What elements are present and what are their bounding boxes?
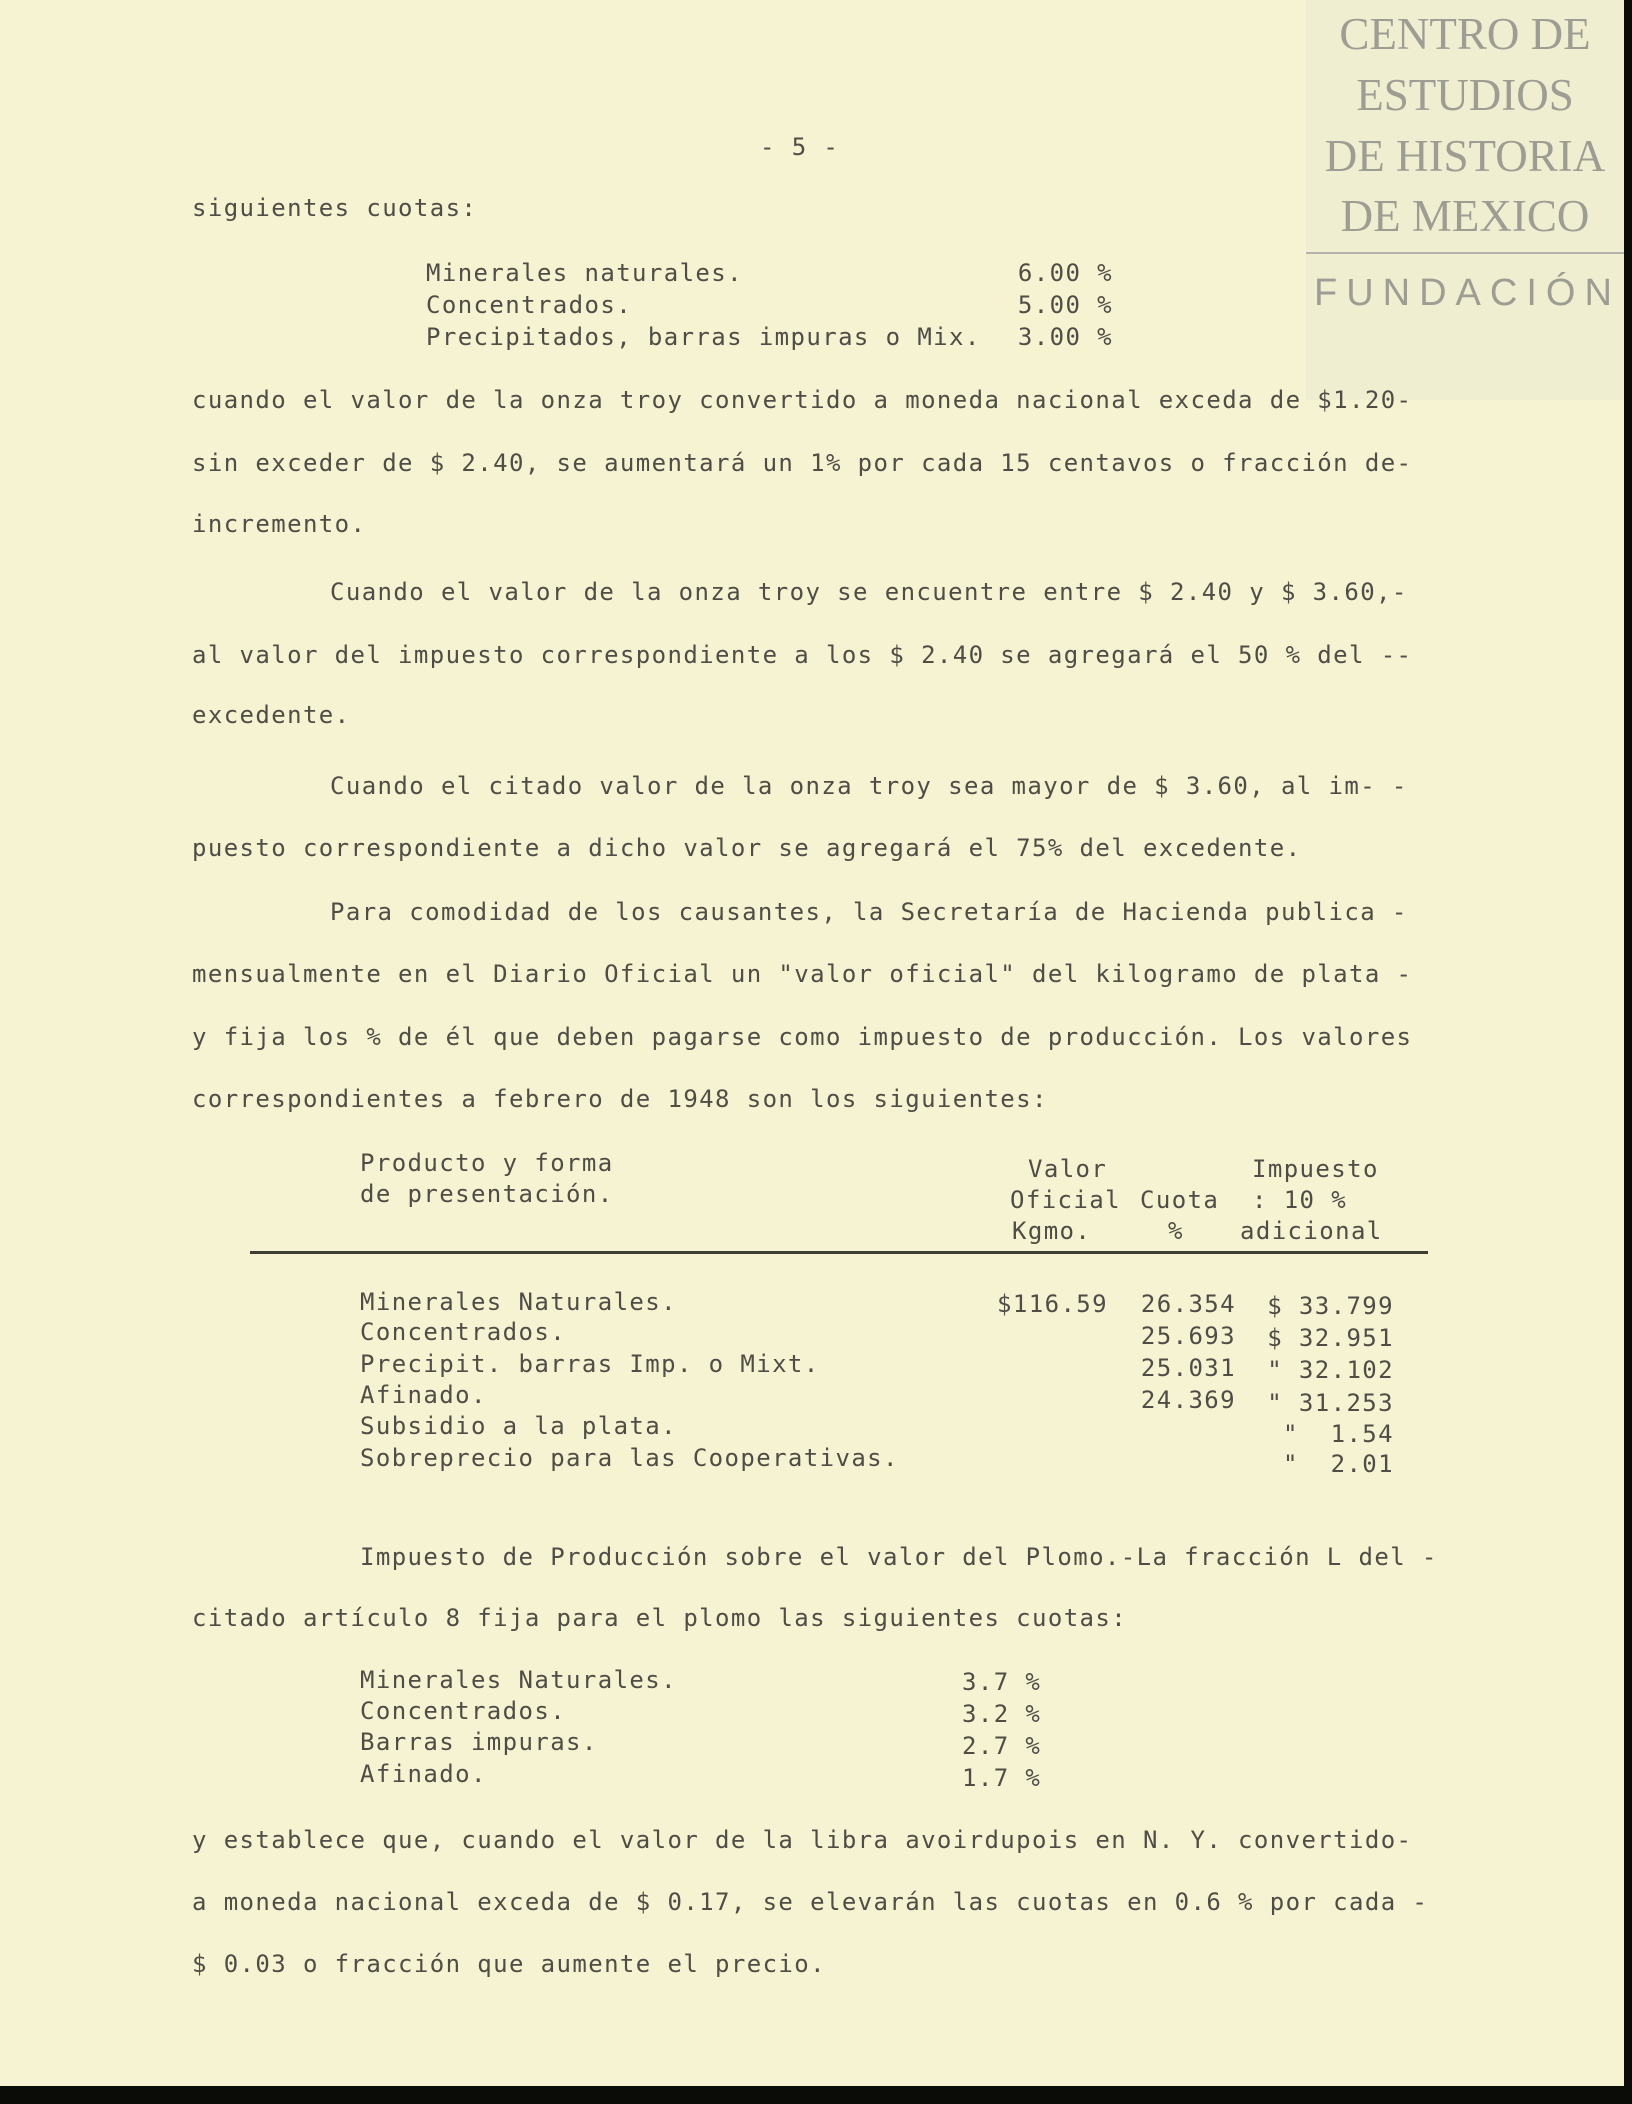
paragraph-line: puesto correspondiente a dicho valor se agregará el 75% del excedente.: [192, 834, 1302, 862]
lead-rate-item: Minerales Naturales.: [360, 1666, 677, 1694]
paragraph-line: Para comodidad de los causantes, la Secretaría de Hacienda publica -: [330, 898, 1408, 926]
table-cell-cuota: 26.354: [1140, 1290, 1236, 1318]
paragraph-line: citado artículo 8 fija para el plomo las siguientes cuotas:: [192, 1604, 1128, 1632]
lead-rate-item: Afinado.: [360, 1760, 487, 1788]
table-header-valor: Kgmo.: [1012, 1217, 1092, 1245]
watermark-line: CENTRO DE: [1339, 9, 1591, 59]
paragraph-line: incremento.: [192, 510, 367, 538]
silver-rate-item: Minerales naturales.: [426, 259, 743, 287]
paragraph-line: correspondientes a febrero de 1948 son los siguientes:: [192, 1085, 1048, 1113]
table-cell-product: Afinado.: [360, 1381, 487, 1409]
paragraph-line: Cuando el citado valor de la onza troy sea mayor de $ 3.60, al im- -: [330, 772, 1408, 800]
table-header-product: Producto y forma: [360, 1149, 614, 1177]
table-header-valor: Valor: [1028, 1155, 1108, 1183]
paragraph-line: Cuando el valor de la onza troy se encuentre entre $ 2.40 y $ 3.60,-: [330, 578, 1408, 606]
table-cell-product: Concentrados.: [360, 1318, 567, 1346]
table-header-product: de presentación.: [360, 1180, 614, 1208]
paragraph-line: mensualmente en el Diario Oficial un "valor oficial" del kilogramo de plata -: [192, 960, 1413, 988]
table-header-impuesto: Impuesto: [1252, 1155, 1379, 1183]
table-cell-product: Precipit. barras Imp. o Mixt.: [360, 1350, 820, 1378]
watermark-line: ESTUDIOS: [1356, 70, 1574, 120]
watermark-line: DE MEXICO: [1340, 191, 1590, 241]
silver-rate-value: 3.00 %: [1017, 323, 1113, 351]
watermark-divider: [1306, 252, 1624, 254]
table-header-cuota: %: [1168, 1217, 1184, 1245]
paragraph-line: $ 0.03 o fracción que aumente el precio.: [192, 1950, 826, 1978]
table-header-valor: Oficial: [1010, 1186, 1121, 1214]
table-cell-product: Minerales Naturales.: [360, 1288, 677, 1316]
silver-rate-item: Precipitados, barras impuras o Mix.: [426, 323, 981, 351]
paragraph-line: Impuesto de Producción sobre el valor del Plomo.-La fracción L del -: [360, 1543, 1438, 1571]
page-number: - 5 -: [760, 133, 840, 161]
lead-rate-item: Concentrados.: [360, 1697, 567, 1725]
lead-rate-value: 2.7 %: [962, 1732, 1042, 1760]
lead-rate-item: Barras impuras.: [360, 1728, 598, 1756]
table-cell-cuota: 25.031: [1140, 1354, 1236, 1382]
table-cell-impuesto: " 2.01: [1283, 1450, 1394, 1478]
lead-rate-value: 3.2 %: [962, 1700, 1042, 1728]
paragraph-line: al valor del impuesto correspondiente a los $ 2.40 se agregará el 50 % del --: [192, 641, 1413, 669]
table-header-rule: [250, 1251, 1428, 1254]
table-header-impuesto: : 10 %: [1252, 1186, 1348, 1214]
table-cell-impuesto: $ 33.799: [1267, 1292, 1394, 1320]
lead-rate-value: 3.7 %: [962, 1668, 1042, 1696]
paragraph-line: y establece que, cuando el valor de la libra avoirdupois en N. Y. convertido-: [192, 1826, 1413, 1854]
table-cell-product: Sobreprecio para las Cooperativas.: [360, 1444, 899, 1472]
table-cell-cuota: 25.693: [1140, 1322, 1236, 1350]
table-cell-product: Subsidio a la plata.: [360, 1412, 677, 1440]
table-cell-valor: $116.59: [997, 1290, 1108, 1318]
table-cell-cuota: 24.369: [1140, 1386, 1236, 1414]
table-header-cuota: Cuota: [1140, 1186, 1220, 1214]
intro-line: siguientes cuotas:: [192, 194, 478, 222]
table-header-impuesto: adicional: [1240, 1217, 1383, 1245]
table-cell-impuesto: " 1.54: [1283, 1420, 1394, 1448]
watermark-line: DE HISTORIA: [1324, 131, 1606, 181]
watermark-foundation: FUNDACIÓN: [1314, 272, 1621, 314]
paragraph-line: excedente.: [192, 701, 351, 729]
paragraph-line: y fija los % de él que deben pagarse como impuesto de producción. Los valores: [192, 1023, 1413, 1051]
silver-rate-item: Concentrados.: [426, 291, 633, 319]
silver-rate-value: 5.00 %: [1017, 291, 1113, 319]
table-cell-impuesto: " 31.253: [1267, 1389, 1394, 1417]
paragraph-line: a moneda nacional exceda de $ 0.17, se elevarán las cuotas en 0.6 % por cada -: [192, 1888, 1429, 1916]
paragraph-line: cuando el valor de la onza troy convertido a moneda nacional exceda de $1.20-: [192, 386, 1413, 414]
silver-rate-value: 6.00 %: [1017, 259, 1113, 287]
archive-watermark: [1306, 0, 1624, 400]
lead-rate-value: 1.7 %: [962, 1764, 1042, 1792]
table-cell-impuesto: $ 32.951: [1267, 1324, 1394, 1352]
table-cell-impuesto: " 32.102: [1267, 1356, 1394, 1384]
paragraph-line: sin exceder de $ 2.40, se aumentará un 1% por cada 15 centavos o fracción de-: [192, 449, 1413, 477]
